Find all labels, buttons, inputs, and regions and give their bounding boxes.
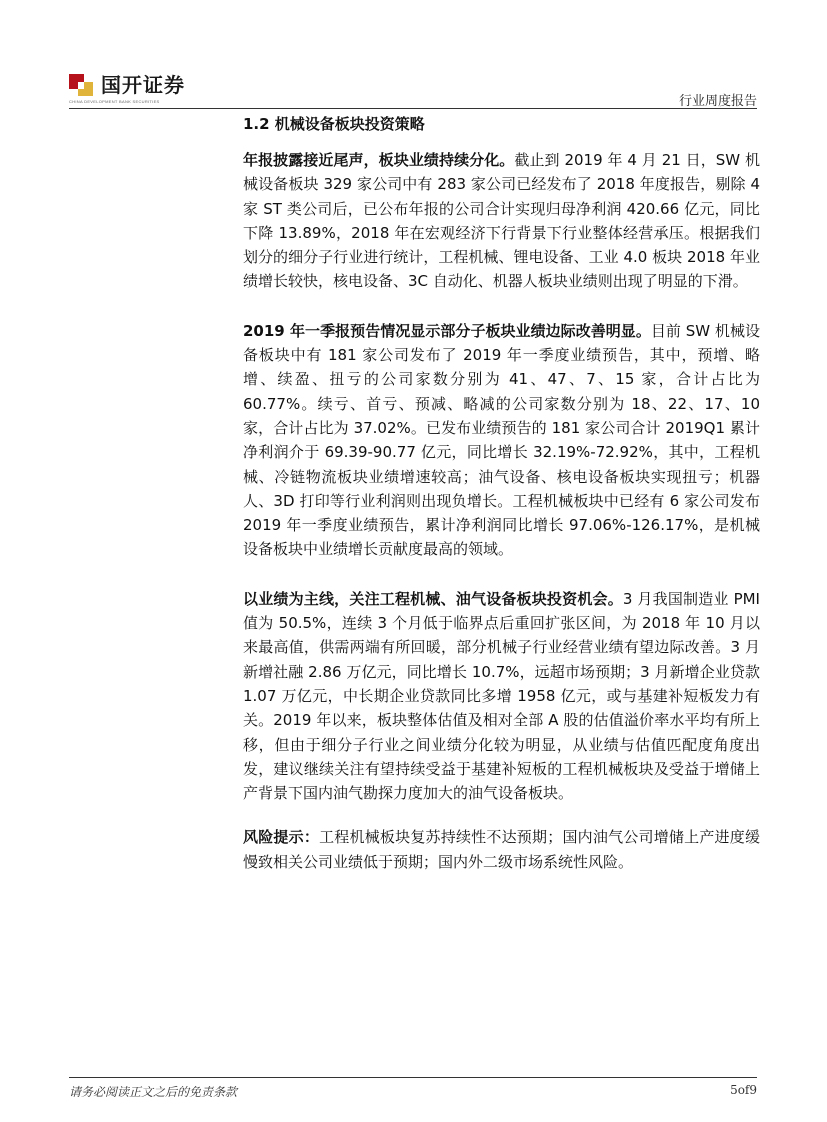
paragraph-investment-focus [243,587,760,806]
paragraph-body: 截止到 2019 年 4 月 21 日，SW 机械设备板块 329 家公司中有 283 家公司已经发布了 2018 年度报告，剔除 4 家 ST 类公司后，已公布年报的公司合计实现归母净利润 420.66 亿元，同比下降 13.89%，2018 年在宏观经济下行背景下行业整体经营承压。根据我们划分的细分子行业进行统计，工程机械、锂电设备、工业 4.0 板块 2018 年业绩增长较快，核电设备、3C 自动化、机器人板块业绩则出现了明显的下滑。 [243,151,760,291]
page-number: 5of9 [730,1083,757,1097]
brand-name: 国开证券 [101,73,185,97]
report-type: 行业周度报告 [678,94,757,109]
paragraph-lead: 风险提示： [243,828,320,847]
paragraph-annual-report [243,148,760,294]
paragraph-risk-warning [243,825,760,874]
paragraph-q1-forecast [243,319,760,562]
paragraph-body: 目前 SW 机械设备板块中有 181 家公司发布了 2019 年一季度业绩预告，其中，预增、略增、续盈、扭亏的公司家数分别为 41、47、7、15 家，合计占比为 60.77%。续亏、首亏、预减、略减的公司家数分别为 18、22、17、10 家，合计占比为 37.02%。已发布业绩预告的 181 家公司合计 2019Q1 累计净利润介于 69.39-90.77 亿元，同比增长 32.19%-72.92%，其中，工程机械、冷链物流板块业绩增速较高；油气设备、核电设备板块实现扭亏；机器人、3D 打印等行业利润则出现负增长。工程机械板块中已经有 6 家公司发布 2019 年一季度业绩预告，累计净利润同比增长 97.06%-126.17%，是机械设备板块中业绩增长贡献度最高的领域。 [243,321,760,559]
paragraph-lead: 以业绩为主线，关注工程机械、油气设备板块投资机会。 [243,589,623,608]
footer-divider [69,1077,757,1078]
brand-mark-icon [69,74,95,96]
header-divider [69,108,757,109]
footer-disclaimer: 请务必阅读正文之后的免责条款 [69,1085,238,1099]
main-content [243,114,760,874]
brand-logo [69,74,185,96]
paragraph-body: 3 月我国制造业 PMI 值为 50.5%，连续 3 个月低于临界点后重回扩张区间，为 2018 年 10 月以来最高值，供需两端有所回暖，部分机械子行业经营业绩有望边际改善。3 月新增社融 2.86 万亿元，同比增长 10.7%，远超市场预期；3 月新增企业贷款 1.07 万亿元，中长期企业贷款同比多增 1958 亿元，或与基建补短板发力有关。2019 年以来，板块整体估值及相对全部 A 股的估值溢价率水平均有所上移，但由于细分子行业之间业绩分化较为明显，从业绩与估值匹配度角度出发，建议继续关注有望持续受益于基建补短板的工程机械板块及受益于增储上产背景下国内油气勘探力度加大的油气设备板块。 [243,589,760,803]
brand-subtitle: CHINA DEVELOPMENT BANK SECURITIES [69,99,160,104]
paragraph-lead: 年报披露接近尾声，板块业绩持续分化。 [243,151,515,169]
paragraph-lead: 2019 年一季报预告情况显示部分子板块业绩边际改善明显。 [243,321,651,340]
paragraph-body: 工程机械板块复苏持续性不达预期；国内油气公司增储上产进度缓慢致相关公司业绩低于预期；国内外二级市场系统性风险。 [243,828,760,871]
section-title: 1.2 机械设备板块投资策略 [243,115,425,133]
